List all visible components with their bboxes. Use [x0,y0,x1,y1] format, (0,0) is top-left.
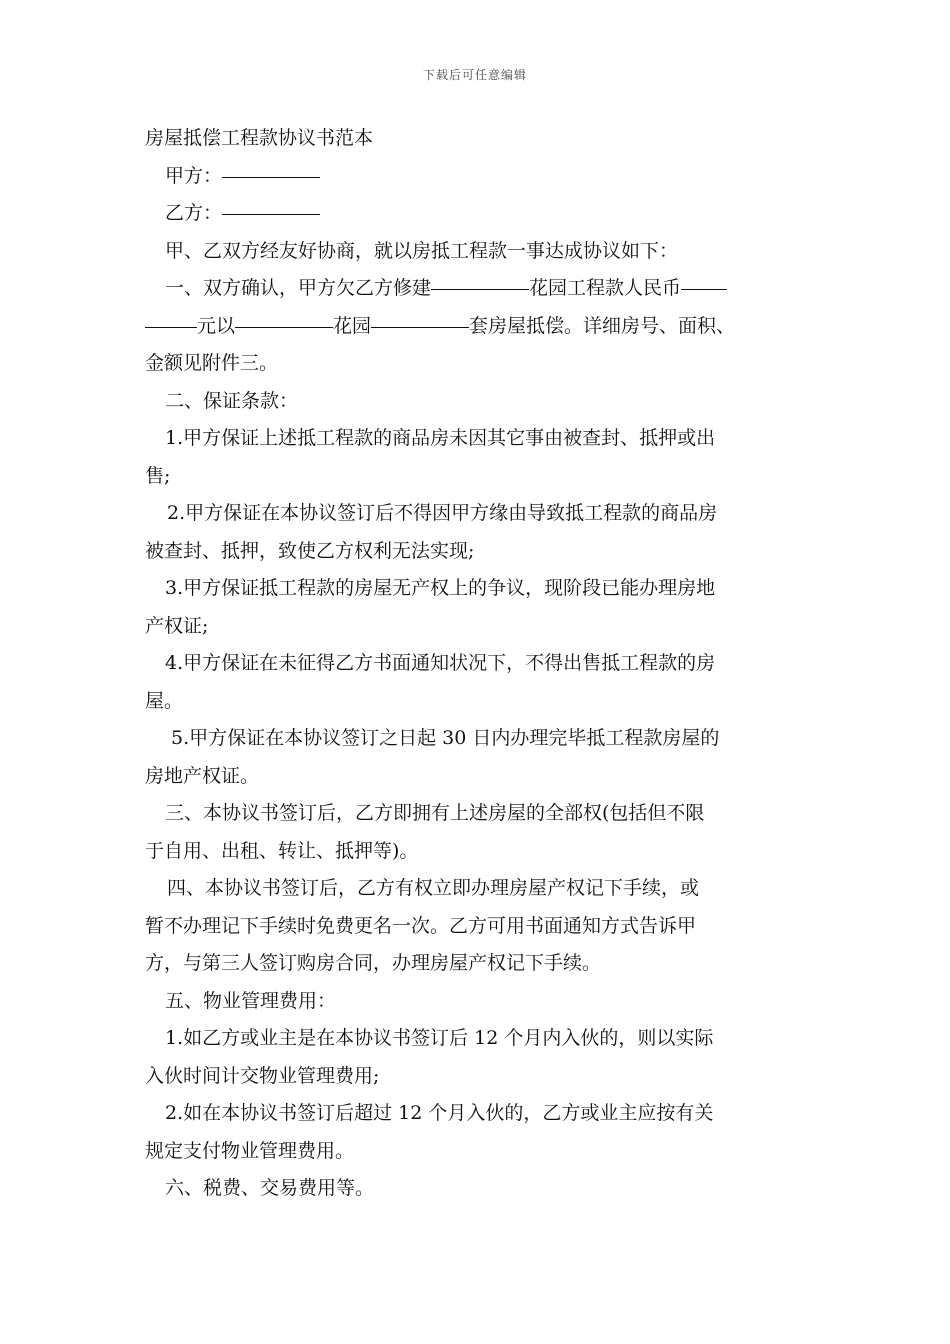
intro-paragraph: 甲、乙双方经友好协商，就以房抵工程款一事达成协议如下： [165,239,679,262]
party-a-label: 甲方： [165,164,223,187]
party-b-label: 乙方： [165,202,223,224]
clause-1-text: 元以 [197,314,236,337]
clause-1-line-2 [145,308,807,346]
unit-count-blank [371,326,469,328]
clause-1-text: 一、双方确认，甲方欠乙方修建 [165,277,432,299]
party-b-line [145,195,807,233]
clause-2-3-line-2: 产权证; [145,614,209,637]
clause-2-3-line-1: 3.甲方保证抵工程款的房屋无产权上的争议，现阶段已能办理房地 [165,577,716,599]
clause-5-heading: 五、物业管理费用： [165,989,337,1012]
clause-3-line-2: 于自用、出租、转让、抵押等)。 [145,839,419,862]
clause-2-5-line-2: 房地产权证。 [145,764,260,787]
clause-3-line-1: 三、本协议书签订后，乙方即拥有上述房屋的全部权(包括但不限 [165,802,705,824]
garden-blank [235,326,333,328]
clause-4-line-1: 四、本协议书签订后，乙方有权立即办理房屋产权记下手续，或 [167,877,700,899]
party-a-blank [222,176,320,178]
amount-blank-cont [145,326,197,328]
clause-2-2-line-1: 2.甲方保证在本协议签订后不得因甲方缘由导致抵工程款的商品房 [167,502,718,524]
clause-6-line: 六、税费、交易费用等。 [165,1177,375,1199]
party-b-blank [222,213,320,215]
clause-2-1-line-2: 售; [145,464,171,487]
amount-blank [681,288,727,290]
clause-5-1-line-1: 1.如乙方或业主是在本协议书签订后 12 个月内入伙的，则以实际 [165,1027,714,1049]
garden-name-blank [431,288,529,290]
header-note: 下载后可任意编辑 [422,68,527,82]
clause-4-line-2: 暂不办理记下手续时免费更名一次。乙方可用书面通知方式告诉甲 [145,914,697,937]
clause-2-5-line-1: 5.甲方保证在本协议签订之日起 30 日内办理完毕抵工程款房屋的 [171,727,720,749]
clause-4-line-3: 方，与第三人签订购房合同，办理房屋产权记下手续。 [145,952,602,974]
clause-1-text: 花园工程款人民币 [529,277,682,299]
clause-2-1-line-1: 1.甲方保证上述抵工程款的商品房未因其它事由被查封、抵押或出 [165,427,716,449]
clause-5-1-line-2: 入伙时间计交物业管理费用; [145,1064,380,1087]
clause-2-2-line-2: 被查封、抵押，致使乙方权利无法实现; [145,539,475,562]
clause-5-2-line-1: 2.如在本协议书签订后超过 12 个月入伙的，乙方或业主应按有关 [165,1102,714,1124]
clause-2-4-line-1: 4.甲方保证在未征得乙方书面通知状况下，不得出售抵工程款的房 [165,652,716,674]
clause-5-2-line-2: 规定支付物业管理费用。 [145,1139,355,1162]
clause-1-line-3: 金额见附件三。 [145,352,279,374]
clause-2-4-line-2: 屋。 [145,689,184,712]
clause-1-text: 花园 [333,314,372,337]
party-a-line [145,158,807,196]
document-body [145,120,807,1208]
clause-1-text: 套房屋抵偿。详细房号、面积、 [469,314,736,337]
document-title: 房屋抵偿工程款协议书范本 [145,127,374,149]
clause-2-heading: 二、保证条款： [165,389,299,412]
clause-1-line-1 [145,270,807,308]
